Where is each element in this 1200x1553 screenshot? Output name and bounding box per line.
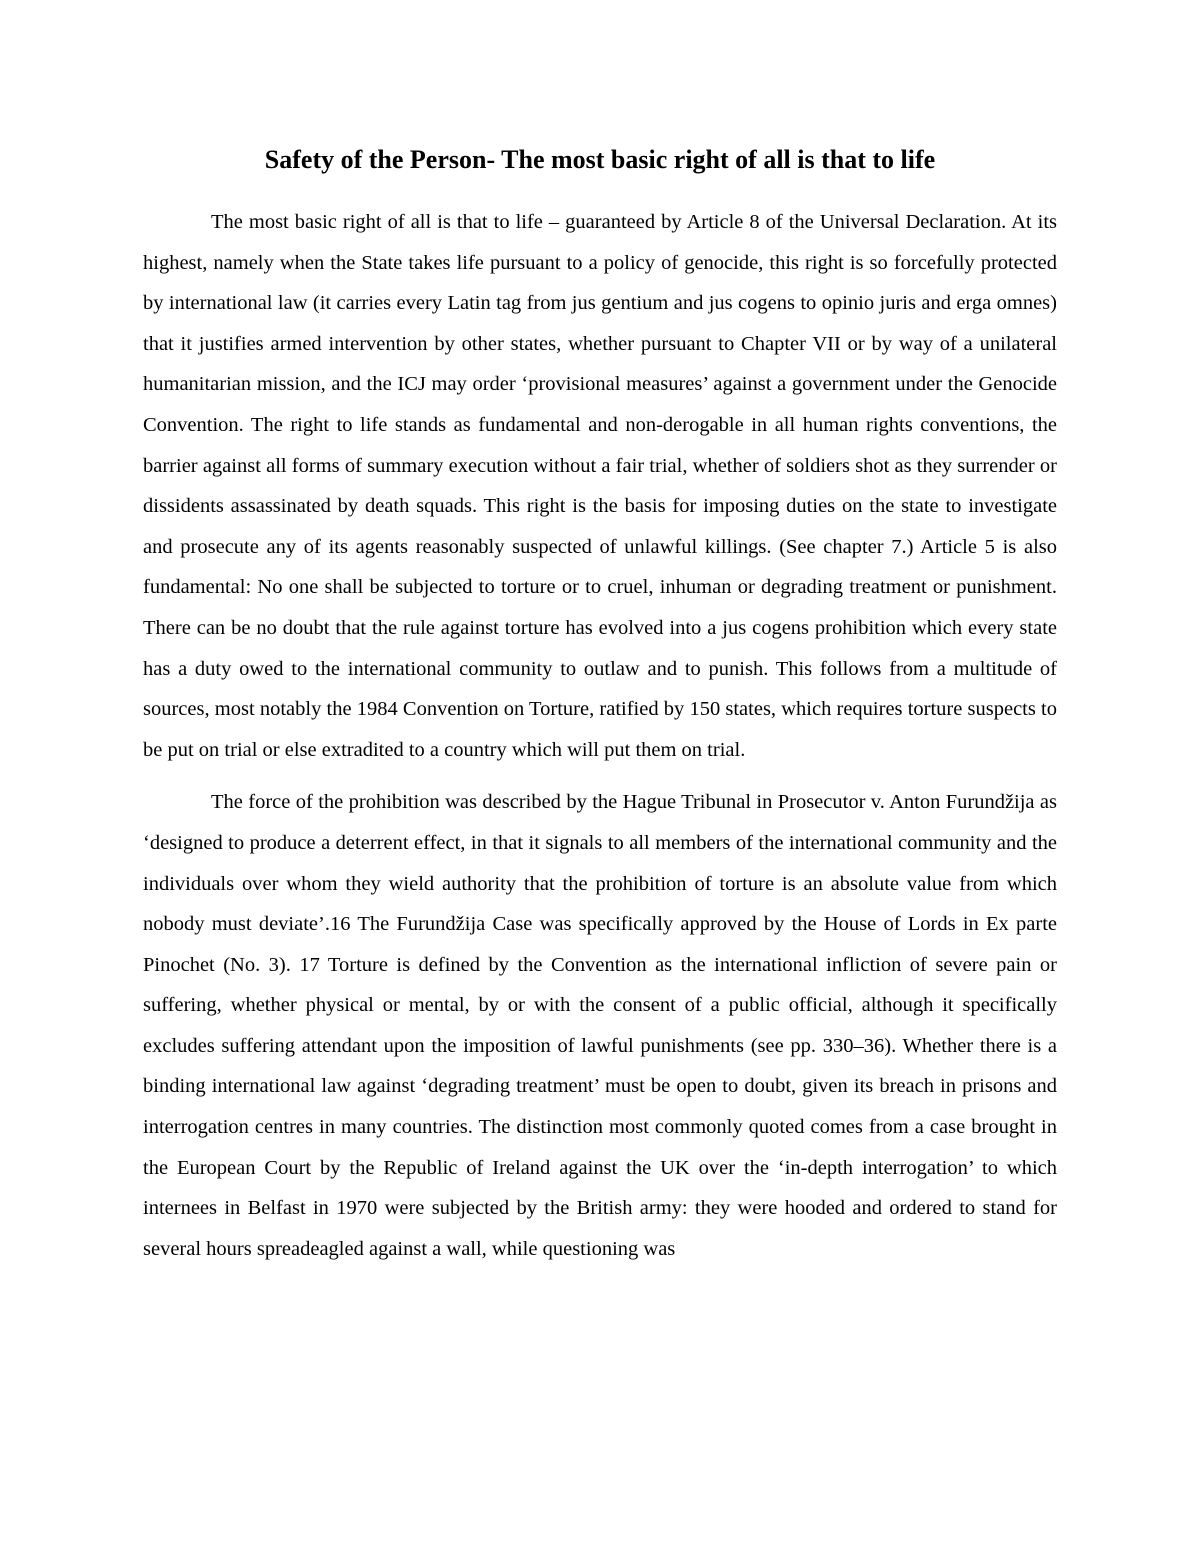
- paragraph-2: The force of the prohibition was described by the Hague Tribunal in Prosecutor v. Anton Furundžija as ‘designed to produce a deterrent effect, in that it signals to all members of the international community and the individuals over whom they wield authority that the prohibition of torture is an absolute value from which nobody must deviate’.16 The Furundžija Case was specifically approved by the House of Lords in Ex parte Pinochet (No. 3). 17 Torture is defined by the Convention as the international infliction of severe pain or suffering, whether physical or mental, by or with the consent of a public official, although it specifically excludes suffering attendant upon the imposition of lawful punishments (see pp. 330–36). Whether there is a binding international law against ‘degrading treatment’ must be open to doubt, given its breach in prisons and interrogation centres in many countries. The distinction most commonly quoted comes from a case brought in the European Court by the Republic of Ireland against the UK over the ‘in-depth interrogation’ to which internees in Belfast in 1970 were subjected by the British army: they were hooded and ordered to stand for several hours spreadeagled against a wall, while questioning was: [143, 791, 1057, 1260]
- document-title: Safety of the Person- The most basic right of all is that to life: [264, 145, 936, 174]
- paragraph-1: The most basic right of all is that to life – guaranteed by Article 8 of the Universal Declaration. At its highest, namely when the State takes life pursuant to a policy of genocide, this right is so forcefully protected by international law (it carries every Latin tag from jus gentium and jus cogens to opinio juris and erga omnes) that it justifies armed intervention by other states, whether pursuant to Chapter VII or by way of a unilateral humanitarian mission, and the ICJ may order ‘provisional measures’ against a government under the Genocide Convention. The right to life stands as fundamental and non-derogable in all human rights conventions, the barrier against all forms of summary execution without a fair trial, whether of soldiers shot as they surrender or dissidents assassinated by death squads. This right is the basis for imposing duties on the state to investigate and prosecute any of its agents reasonably suspected of unlawful killings. (See chapter 7.) Article 5 is also fundamental: No one shall be subjected to torture or to cruel, inhuman or degrading treatment or punishment. There can be no doubt that the rule against torture has evolved into a jus cogens prohibition which every state has a duty owed to the international community to outlaw and to punish. This follows from a multitude of sources, most notably the 1984 Convention on Torture, ratified by 150 states, which requires torture suspects to be put on trial or else extradited to a country which will put them on trial.: [143, 211, 1057, 761]
